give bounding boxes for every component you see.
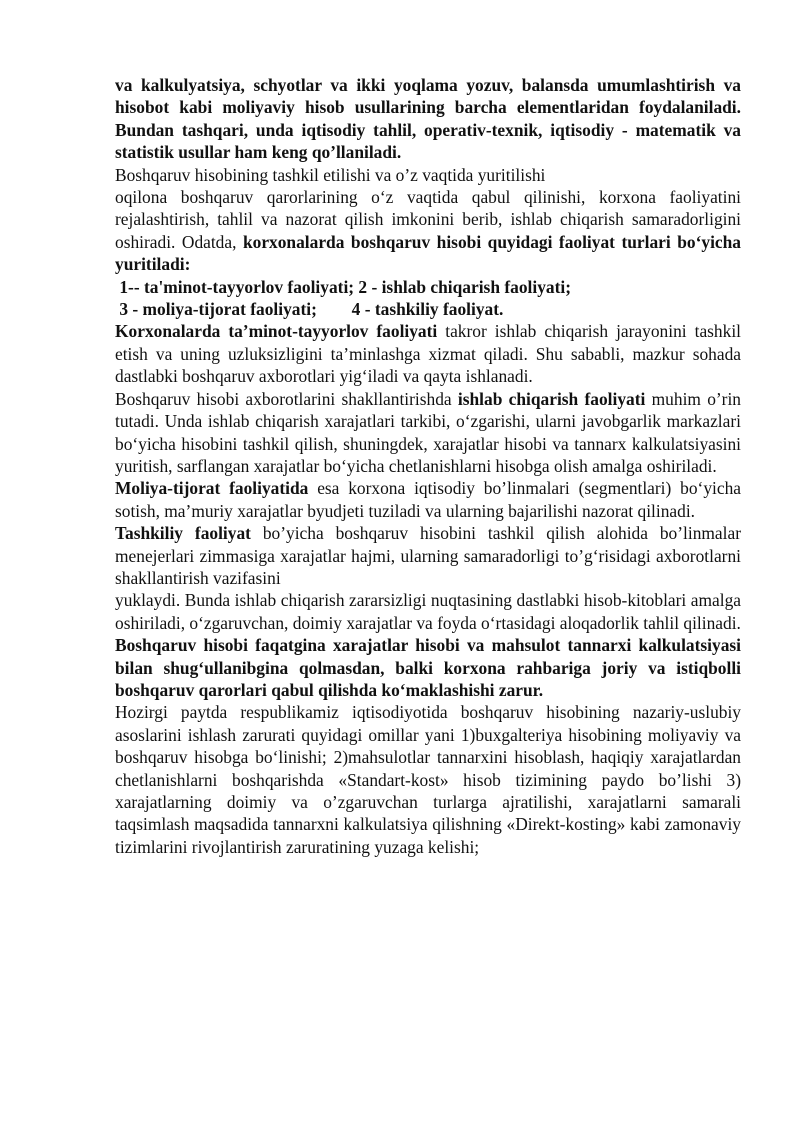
bold-text-run: Korxonalarda ta’minot-tayyorlov faoliyati bbox=[115, 321, 438, 342]
bold-text-run: korxonalarda boshqaruv hisobi quyidagi faoliyat turlari bo‘yicha yuritiladi: bbox=[115, 231, 741, 275]
bold-text-run: va kalkulyatsiya, schyotlar va ikki yoqlama yozuv, balansda umumlashtirish va hisobot kabi moliyaviy hisob usullarining barcha elementlaridan foydalaniladi. Bundan tashqari, unda iqtisodiy tahlil, operativ-texnik, iqtisodiy - matematik va statistik usullar ham keng qo’llaniladi. bbox=[115, 75, 741, 163]
paragraph-management-decisions bbox=[115, 634, 741, 701]
list-activity-types-1 bbox=[115, 276, 741, 298]
paragraph-breakeven-analysis bbox=[115, 589, 741, 634]
paragraph-current-state bbox=[115, 701, 741, 858]
bold-text-run: Boshqaruv hisobi faqatgina xarajatlar hisobi va mahsulot tannarxi kalkulatsiyasi bilan shug‘ullanibgina qolmasdan, balki korxona rahbariga joriy va istiqbolli boshqaruv qarorlari qabul qilishda ko‘maklashishi zarur. bbox=[115, 635, 741, 700]
text-run: Hozirgi paytda respublikamiz iqtisodiyotida boshqaruv hisobining nazariy-uslubiy asoslarini ishlash zarurati quyidagi omillar yani 1)buxgalteriya hisobining moliyaviy va boshqaruv hisobga bo‘linishi; 2)mahsulotlar tannarxini hisoblash, haqiqiy xarajatlardan chetlanishlarni boshqarishda «Standart-kost» hisob tizimining paydo bo’lishi 3) xarajatlarning doimiy va o’zgaruvchan turlarga ajratilishi, xarajatlarni samarali taqsimlash maqsadida tannarxni kalkulatsiya qilishning «Direkt-kosting» kabi zamonaviy tizimlarini rivojlantirish zaruratining yuzaga kelishi; bbox=[115, 702, 741, 857]
paragraph-organizational-activity bbox=[115, 522, 741, 589]
text-run: bo’yicha boshqaruv hisobini tashkil qilish alohida bo’linmalar menejerlari zimmasiga xarajatlar hajmi, ularning samaradorligi to’g‘risidagi axborotlarni shakllantirish vazifasini bbox=[115, 523, 741, 588]
paragraph-finance-trade-activity bbox=[115, 477, 741, 522]
paragraph-production-activity bbox=[115, 388, 741, 478]
bold-text-run: ishlab chiqarish faoliyati bbox=[457, 388, 646, 409]
bold-text-run: Moliya-tijorat faoliyatida bbox=[115, 478, 309, 499]
paragraph-accounting-methods bbox=[115, 74, 741, 164]
text-run: esa korxona iqtisodiy bo’linmalari (segmentlari) bo‘yicha sotish, ma’muriy xarajatlar byudjeti tuziladi va ularning bajarilishi nazorat qilinadi. bbox=[115, 478, 741, 521]
paragraph-management-accounting-organization bbox=[115, 164, 741, 186]
text-run: muhim o’rin tutadi. Unda ishlab chiqarish xarajatlari tarkibi, o‘zgarishi, ularni javobgarlik markazlari bo‘yicha hisobini tashkil qilish, shuningdek, xarajatlar hisobi va tannarx kalkulatsiyasini yuritish, sarflangan xarajatlar bo‘yicha chetlanishlarni hisobga olish amalga oshiriladi. bbox=[115, 388, 742, 476]
bold-text-run: 1-- ta'minot-tayyorlov faoliyati; 2 - ishlab chiqarish faoliyati; bbox=[115, 276, 571, 297]
text-run: oqilona boshqaruv qarorlarining o‘z vaqtida qabul qilinishi, korxona faoliyatini rejalashtirish, tahlil va nazorat qilish imkonini berib, ishlab chiqarish samaradorligini oshiradi. Odatda, bbox=[115, 187, 741, 252]
text-run: Boshqaruv hisobi axborotlarini shakllantirishda bbox=[115, 388, 458, 409]
document-page bbox=[115, 74, 741, 858]
paragraph-supply-activity bbox=[115, 320, 741, 387]
bold-text-run: 3 - moliya-tijorat faoliyati; 4 - tashkiliy faoliyat. bbox=[115, 299, 504, 320]
text-run: yuklaydi. Bunda ishlab chiqarish zararsizligi nuqtasining dastlabki hisob-kitoblari amalga oshiriladi, o‘zgaruvchan, doimiy xarajatlar va foyda o‘rtasidagi aloqadorlik tahlil qilinadi. bbox=[115, 590, 741, 633]
paragraph-decision-making bbox=[115, 186, 741, 276]
bold-text-run: Tashkiliy faoliyat bbox=[115, 523, 251, 544]
text-run: Boshqaruv hisobining tashkil etilishi va o’z vaqtida yuritilishi bbox=[115, 164, 546, 185]
list-activity-types-2 bbox=[115, 298, 741, 320]
text-run: takror ishlab chiqarish jarayonini tashkil etish va uning uzluksizligini ta’minlashga xizmat qiladi. Shu sababli, mazkur sohada dastlabki boshqaruv axborotlari yig‘iladi va qayta ishlanadi. bbox=[115, 321, 741, 387]
